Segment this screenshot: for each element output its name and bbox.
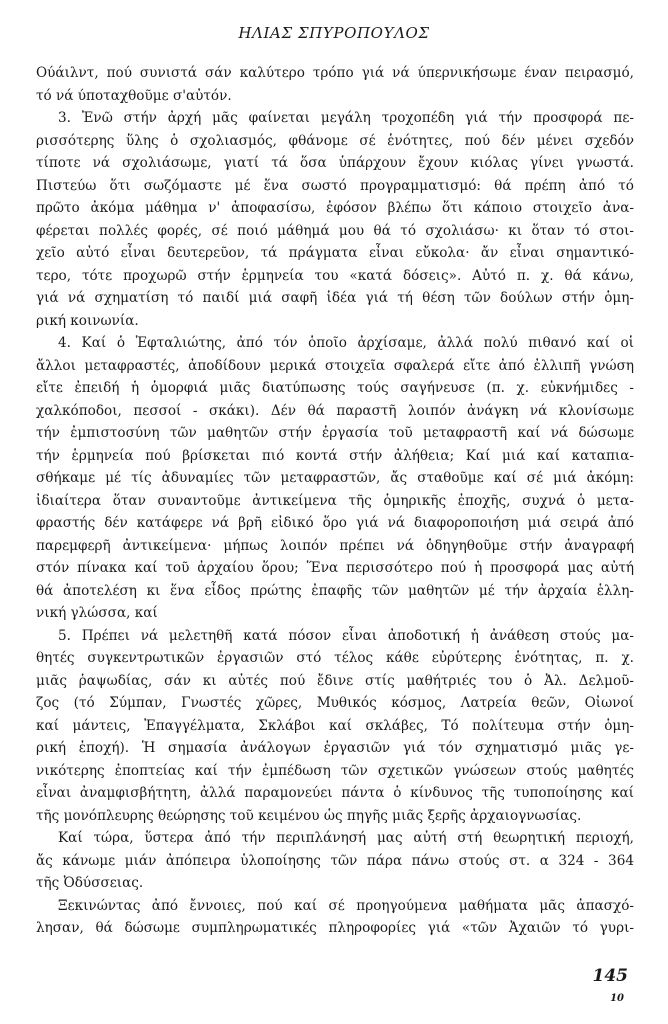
text-line: ρική ἐποχή). Ἡ σημασία ἀνάλογων ἐργασιῶν γιά τόν σχηματισμό μιᾶς γε- <box>36 740 634 756</box>
text-line: τῆς Ὀδύσσειας. <box>36 875 144 891</box>
text-line: φέρεται πολλές φορές, σέ ποιό μάθημά μου θά τό σχολιάσω· κι ὅταν τό στοι- <box>36 222 634 239</box>
running-head-author: ΗΛΙΑΣ ΣΠΥΡΟΠΟΥΛΟΣ <box>238 24 430 42</box>
text-line: ρισσότερης ὕλης ὁ σχολιασμός, φθάνομε σέ ἑνότητες, πού δέν μένει σχεδόν <box>36 132 634 149</box>
text-line: χεῖο αὐτό εἶναι δευτερεῦον, τά πράγματα εἶναι εὔκολα· ἄν εἶναι σημαντικό- <box>36 245 634 261</box>
paragraph-start: Καί τώρα, ὕστερα ἀπό τήν περιπλάνησή μας αὐτή στή θεωρητική περιοχή, <box>58 830 634 846</box>
text-line: παρεμφερῆ ἀντικείμενα· μήπως λοιπόν πρέπει νά ὁδηγηθοῦμε στήν ἀναγραφή <box>36 537 634 554</box>
body-text <box>36 62 634 940</box>
text-line: θά ἀποτελέση κι ἕνα εἶδος πρώτης ἐπαφῆς τῶν μαθητῶν μέ τήν ἀρχαία ἑλλη- <box>36 582 634 599</box>
text-line: λησαν, θά δώσωμε συμπληρωματικές πληροφορίες γιά «τῶν Ἀχαιῶν τό γυρι- <box>36 920 634 936</box>
text-line: ἄλλοι μεταφραστές, ἀποδίδουν μερικά στοιχεῖα σφαλερά εἴτε ἀπό ἐλλιπῆ γνώση <box>36 357 634 374</box>
text-line: τερο, τότε προχωρῶ στήν ἑρμηνεία του «κατά δόσεις». Αὐτό π. χ. θά κάνω, <box>36 267 634 284</box>
paragraph-3-start: 3. Ἐνῶ στήν ἀρχή μᾶς φαίνεται μεγάλη τροχοπέδη γιά τήν προσφορά πε- <box>58 110 634 126</box>
text-line: τήν ἐμπιστοσύνη τῶν μαθητῶν στήν ἐργασία τοῦ μεταφραστῆ καί νά δώσωμε <box>36 425 634 441</box>
text-line: γιά νά σχηματίση τό παιδί μιά σαφῆ ἰδέα γιά τή θέση τῶν δούλων στήν ὁμη- <box>36 290 634 306</box>
text-line: τήν ἑρμηνεία πού βρίσκεται πιό κοντά στήν ἀλήθεια; Καί μιά καί καταπια- <box>36 447 634 464</box>
text-line: νική γλώσσα, καί <box>36 605 158 621</box>
paragraph-4-start: 4. Καί ὁ Ἐφταλιώτης, ἀπό τόν ὁποῖο ἀρχίσαμε, ἀλλά πολύ πιθανό καί οἱ <box>58 335 634 351</box>
text-line: εἴτε ἐπειδή ἡ ὁμορφιά μιᾶς διατύπωσης τούς σαγήνευσε (π. χ. εὐκνήμιδες - <box>36 380 634 396</box>
text-line: Ούάιλντ, πού συνιστά σάν καλύτερο τρόπο γιά νά ύπερνικήσωμε έναν πειρασμό, <box>36 65 634 81</box>
text-line: στόν πίνακα καί τοῦ ἀρχαίου ὅρου; Ἕνα περισσότερο πού ἡ προσφορά μας αὐτή <box>36 560 634 576</box>
text-line: ζος (τό Σύμπαν, Γνωστές χῶρες, Μυθικός κόσμος, Λατρεία θεῶν, Οἰωνοί <box>36 695 634 711</box>
text-line: ρική κοινωνία. <box>36 312 139 329</box>
text-line: πρῶτο ἀκόμα μάθημα ν' ἀποφασίσω, ἐφόσον βλέπω ὅτι κάποιο στοιχεῖο ἀνα- <box>36 200 634 216</box>
text-line: φραστής δέν κατάφερε νά βρῆ εἰδικό ὅρο γιά νά διαφοροποιήση μιά σειρά ἀπό <box>36 515 634 531</box>
text-line: Πιστεύω ὅτι σωζόμαστε μέ ἕνα σωστό προγραμματισμό: θά πρέπη ἀπό τό <box>36 177 634 194</box>
text-line: ἰδιαίτερα ὅταν συναντοῦμε ἀντικείμενα τῆς ὁμηρικῆς ἐποχῆς, συχνά ὁ μετα- <box>36 492 634 509</box>
text-line: τῆς μονόπλευρης θεώρησης τοῦ κειμένου ὡς πηγῆς μιᾶς ξερῆς ἀρχαιογνωσίας. <box>36 807 582 824</box>
text-line: εἶναι ἀναμφισβήτητη, ἀλλά παραμονεύει πάντα ὁ κίνδυνος τῆς τυποποίησης καί <box>36 785 634 801</box>
text-line: χαλκόποδοι, πεσσοί - σκάκι). Δέν θά παραστῆ λοιπόν ἀνάγκη νά κλονίσωμε <box>36 402 634 419</box>
signature-mark: 10 <box>610 993 624 1004</box>
text-line: ἄς κάνωμε μιάν ἀπόπειρα ὑλοποίησης τῶν πάρα πάνω στούς στ. α 324 - 364 <box>36 852 634 869</box>
paragraph-start: Ξεκινώντας ἀπό ἔννοιες, πού καί σέ προηγούμενα μαθήματα μᾶς ἀπασχό- <box>58 897 634 914</box>
text-line: τό νά ύποταχθοῦμε σ'αὐτόν. <box>36 87 232 104</box>
text-line: νικότερης ἐποπτείας καί τήν ἐμπέδωση τῶν σχετικῶν γνώσεων στούς μαθητές <box>36 762 634 779</box>
text-line: θητές συγκεντρωτικῶν ἐργασιῶν στό τέλος κάθε εὐρύτερης ἑνότητας, π. χ. <box>36 650 634 666</box>
text-line: μιᾶς ῥαψωδίας, σάν κι αὐτές πού ἔδινε στίς μαθήτριές του ὁ Ἀλ. Δελμοῦ- <box>36 672 634 689</box>
text-line: τίποτε νά σχολιάσωμε, γιατί τά ὅσα ὑπάρχουν ἔχουν κιόλας γίνει γνωστά. <box>36 155 634 171</box>
page-number: 145 <box>592 966 628 986</box>
text-line: σθήκαμε μέ τίς ἀδυναμίες τῶν μεταφραστῶν, ἄς σταθοῦμε καί σέ μιά ἀκόμη: <box>36 470 634 486</box>
text-line: καί μάντεις, Ἐπαγγέλματα, Σκλάβοι καί σκλάβες, Τό πολίτευμα στήν ὁμη- <box>36 717 634 734</box>
paragraph-5-start: 5. Πρέπει νά μελετηθῆ κατά πόσον εἶναι ἀποδοτική ἡ ἀνάθεση στούς μα- <box>58 627 634 644</box>
